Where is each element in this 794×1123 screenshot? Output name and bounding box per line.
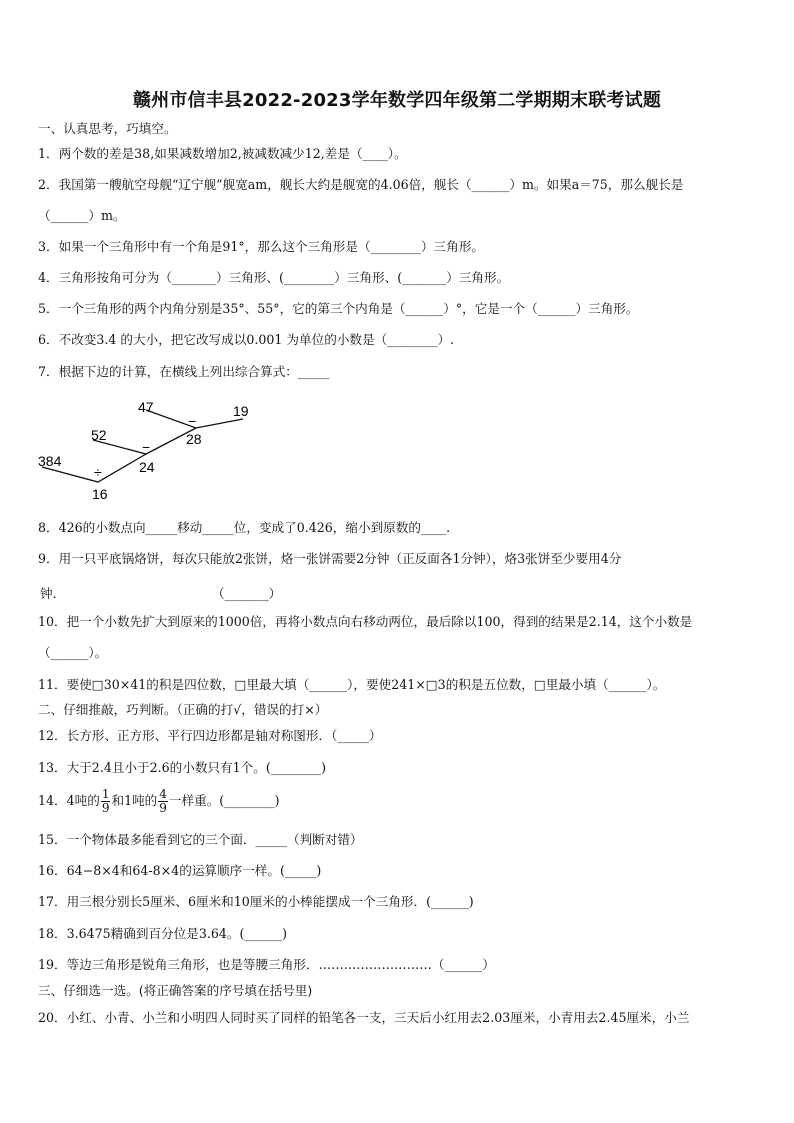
diagram-number-19: 19	[233, 403, 249, 419]
question-11: 11．要使□30×41的积是四位数，□里最大填（______），要使241×□3的积是五位数，□里最小填（______）。	[38, 677, 666, 692]
diagram-divide-sign: ÷	[94, 464, 102, 480]
question-14-suffix: 一样重。(________)	[168, 793, 280, 808]
question-1: 1．两个数的差是38,如果减数增加2,被减数减少12,差是（____）。	[38, 146, 407, 161]
question-10: 10．把一个小数先扩大到原来的1000倍，再将小数点向右移动两位，最后除以100，得到的结果是2.14，这个小数是	[38, 614, 693, 629]
question-18: 18．3.6475精确到百分位是3.64。(______)	[38, 926, 288, 941]
question-5: 5．一个三角形的两个内角分别是35°、55°，它的第三个内角是（______）°，它是一个（______）三角形。	[38, 301, 639, 316]
question-4: 4．三角形按角可分为（_______）三角形、(________）三角形、(_______）三角形。	[38, 270, 510, 285]
question-3: 3．如果一个三角形中有一个角是91°，那么这个三角形是（________）三角形。	[38, 239, 484, 254]
question-2: 2．我国第一艘航空母舰“辽宁舰”舰宽am，舰长大约是舰宽的4.06倍，舰长（______）m。如果a＝75，那么舰长是	[38, 177, 684, 192]
fraction-1-numerator: 1	[101, 787, 110, 801]
question-9: 9．用一只平底锅烙饼，每次只能放2张饼，烙一张饼需要2分钟（正反面各1分钟），烙3张饼至少要用4分	[38, 551, 622, 566]
question-2-continued: （______）m。	[38, 208, 126, 223]
section-heading-3: 三、仔细选一选。(将正确答案的序号填在括号里)	[38, 983, 313, 998]
question-9-answer-blank: （_______）	[212, 586, 282, 601]
fraction-four-ninths	[158, 788, 168, 815]
section-heading-2: 二、仔细推敲，巧判断。（正确的打√，错误的打×）	[38, 702, 328, 717]
question-17: 17．用三根分别长5厘米、6厘米和10厘米的小棒能摆成一个三角形．(______)	[38, 894, 474, 909]
fraction-one-ninth	[101, 788, 111, 815]
diagram-number-52: 52	[91, 427, 107, 443]
question-13: 13．大于2.4且小于2.6的小数只有1个。(________)	[38, 760, 327, 775]
question-8: 8．426的小数点向_____移动_____位，变成了0.426，缩小到原数的____.	[38, 520, 451, 535]
diagram-number-16: 16	[92, 486, 108, 502]
question-12: 12．长方形、正方形、平行四边形都是轴对称图形．（_____）	[38, 728, 382, 743]
question-16: 16．64−8×4和64-8×4的运算顺序一样。(_____)	[38, 863, 322, 878]
question-19: 19．等边三角形是锐角三角形，也是等腰三角形．………………………（______）	[38, 957, 495, 972]
diagram-number-384: 384	[38, 453, 62, 469]
question-10-continued: （______）。	[38, 645, 108, 660]
diagram-minus-sign: −	[188, 413, 197, 429]
question-14	[38, 786, 768, 816]
section-heading-1: 一、认真思考，巧填空。	[38, 121, 177, 136]
question-14-prefix: 14．4吨的	[38, 793, 100, 808]
diagram-number-47: 47	[138, 399, 154, 415]
question-7: 7．根据下边的计算，在横线上列出综合算式：_____	[38, 364, 330, 379]
question-9-continued: 钟.	[40, 586, 57, 601]
diagram-number-24: 24	[139, 459, 155, 475]
question-15: 15．一个物体最多能看到它的三个面．_____（判断对错）	[38, 832, 363, 847]
question-6: 6．不改变3.4 的大小，把它改写成以0.001 为单位的小数是（________）.	[38, 332, 455, 347]
diagram-number-28: 28	[186, 431, 202, 447]
diagram-minus-sign-2: −	[142, 439, 151, 455]
fraction-2-denominator: 9	[159, 801, 167, 815]
fraction-1-denominator: 9	[101, 801, 110, 815]
page-title: 赣州市信丰县2022-2023学年数学四年级第二学期期末联考试题	[132, 90, 662, 111]
question-14-middle: 和1吨的	[111, 793, 158, 808]
calculation-diagram	[38, 392, 268, 504]
question-20: 20．小红、小青、小兰和小明四人同时买了同样的铅笔各一支，三天后小红用去2.03厘米，小青用去2.45厘米，小兰	[38, 1010, 690, 1025]
fraction-2-numerator: 4	[159, 787, 167, 801]
